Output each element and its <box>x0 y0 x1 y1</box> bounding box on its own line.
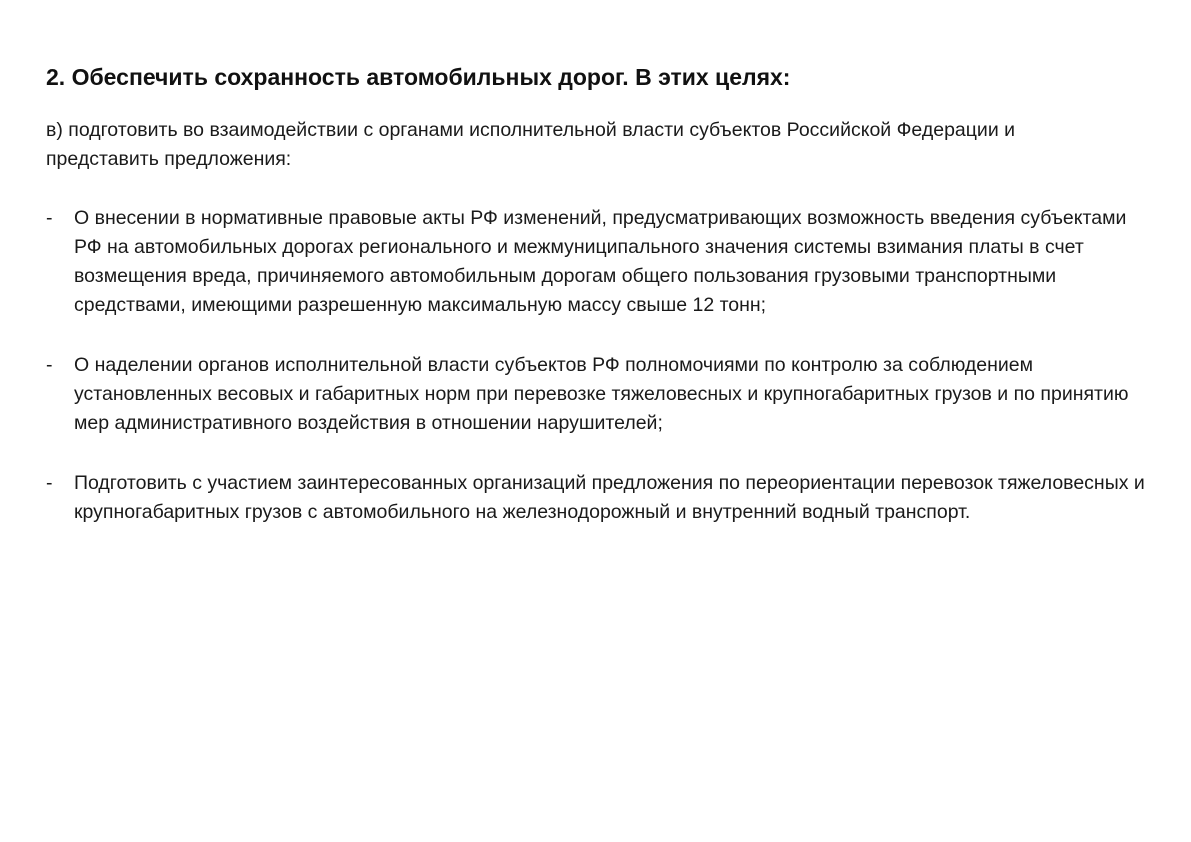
intro-paragraph: в) подготовить во взаимодействии с органами исполнительной власти субъектов Российской Федерации и представить предложения: <box>46 119 1016 170</box>
list-item-text: Подготовить с участием заинтересованных организаций предложения по переориентации перевозок тяжеловесных и крупногабаритных грузов с автомобильного на железнодорожный и внутренний водный транспорт. <box>74 472 1145 523</box>
list-item-text: О наделении органов исполнительной власти субъектов РФ полномочиями по контролю за соблюдением установленных весовых и габаритных норм при перевозке тяжеловесных и крупногабаритных грузов и по принятию мер административного воздействия в отношении нарушителей; <box>74 354 1129 434</box>
list-item <box>46 351 1154 438</box>
bullet-dash: - <box>46 354 53 376</box>
bullet-list <box>46 204 1151 527</box>
list-item-text: О внесении в нормативные правовые акты РФ изменений, предусматривающих возможность введения субъектами РФ на автомобильных дорогах регионального и межмуниципального значения системы взимания платы в счет возмещения вреда, причиняемого автомобильным дорогам общего пользования грузовыми транспортными средствами, имеющими разрешенную максимальную массу свыше 12 тонн; <box>74 207 1127 316</box>
bullet-dash: - <box>46 207 53 229</box>
list-item <box>46 204 1154 320</box>
bullet-dash: - <box>46 472 53 494</box>
list-item <box>46 469 1154 527</box>
page-title: 2. Обеспечить сохранность автомобильных дорог. В этих целях: <box>46 64 791 90</box>
